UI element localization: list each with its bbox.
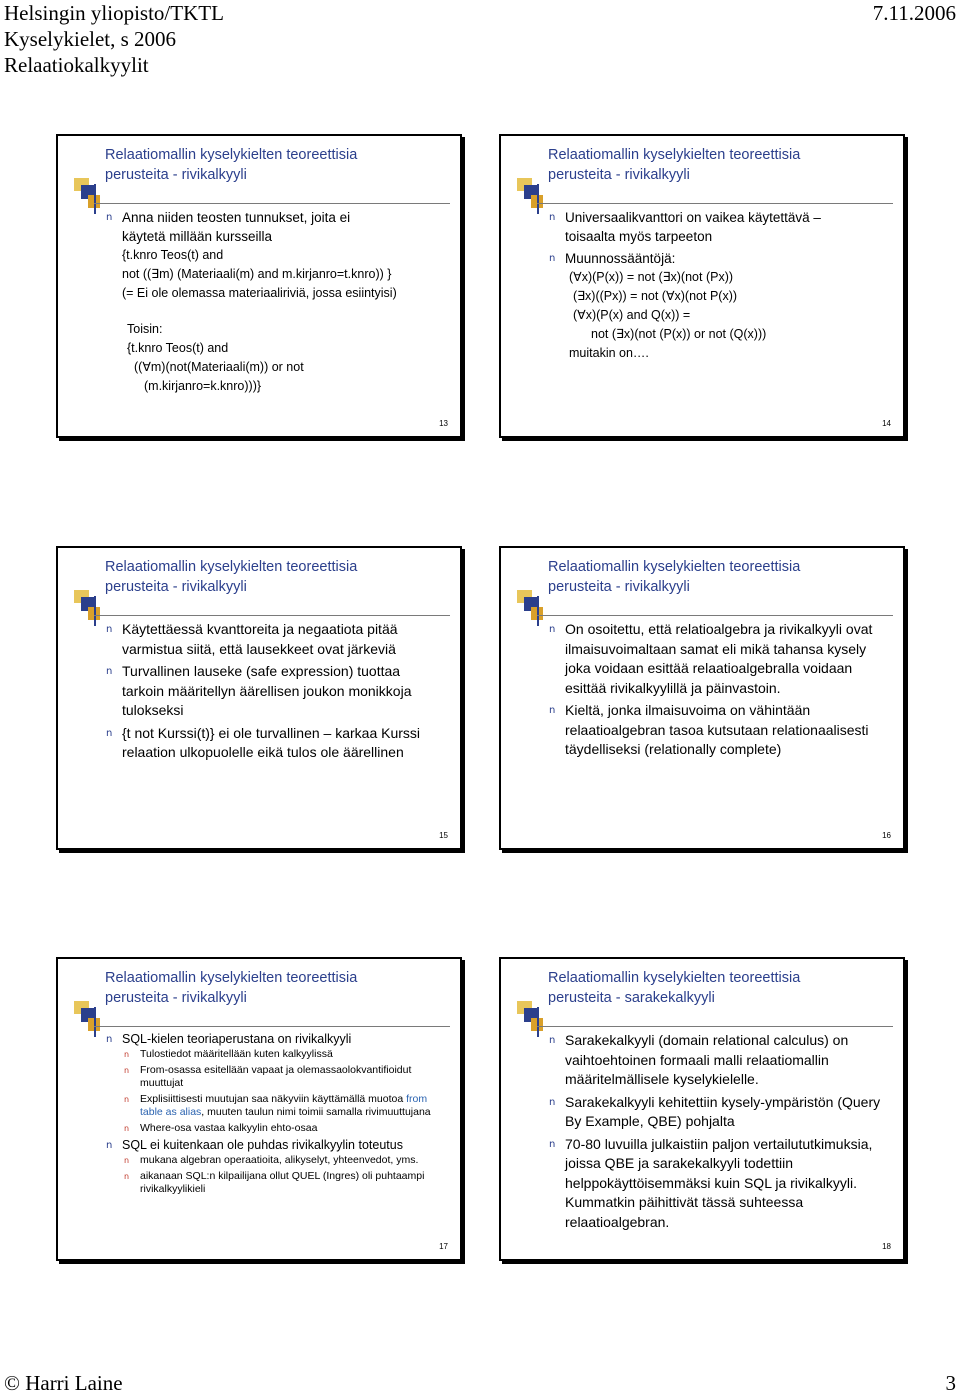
slide-number: 13 (439, 419, 448, 428)
bullet-item: n SQL-kielen teoriaperustana on rivikalkyyli (102, 1031, 448, 1048)
sub-bullet-item: n Where-osa vastaa kalkyylin ehto-osaa (102, 1122, 448, 1136)
bullet-item (545, 208, 889, 246)
slide-logo-decoration (74, 1001, 104, 1037)
text-line: muitakin on…. (569, 346, 649, 360)
title-divider (537, 203, 893, 204)
sub-bullet-item: n aikanaan SQL:n kilpailijana ollut QUEL (Ingres) oli puhtaampi rivikalkyylikieli (102, 1170, 448, 1197)
slide-title-line: Relaatiomallin kyselykielten teoreettisia (548, 559, 801, 575)
bullet-item (102, 208, 446, 246)
slide-15 (56, 546, 462, 850)
header-line-3: Relaatiokalkyylit (4, 53, 149, 77)
footer-author: © Harri Laine (4, 1371, 123, 1395)
title-divider (537, 1026, 893, 1027)
slide-17 (56, 957, 462, 1261)
slide-logo-decoration (74, 178, 104, 214)
sub-bullet-item: n Tulostiedot määritellään kuten kalkyylissä (102, 1048, 448, 1062)
slide-logo-decoration (517, 178, 547, 214)
footer-page-number: 3 (945, 1371, 956, 1395)
slide-title (548, 969, 888, 1008)
bullet-item: n SQL ei kuitenkaan ole puhdas rivikalkyylin toteutus (102, 1137, 448, 1154)
slide-title-line: Relaatiomallin kyselykielten teoreettisia (105, 559, 358, 575)
text-line: n Universaalikvanttori on vaikea käytettävä – (565, 210, 821, 225)
slide-number: 17 (439, 1242, 448, 1251)
text-span: , muuten taulun nimi toimii samalla rivimuuttujana (201, 1106, 431, 1118)
bullet-item: n On osoitettu, että relatioalgebra ja rivikalkyyli ovat ilmaisuvoimaltaan samat eli mikä tahansa kysely joka voidaan esittää relaatioalgebralla voidaan esittää rivikalkyylillä ja päinvastoin. (545, 620, 887, 698)
slide-logo-decoration (74, 590, 104, 626)
formula-comment: (= Ei ole olemassa materiaaliriviä, jossa esiintyisi) (122, 286, 397, 300)
formula-line: {t.knro Teos(t) and (127, 341, 229, 355)
bullet-item: n Sarakekalkyyli (domain relational calculus) on vaihtoehtoinen formaali malli relaatiomallin määritelmällisele kyselykielelle. (545, 1031, 891, 1090)
slide-body (545, 620, 887, 760)
text-line: käytetä millään kursseilla (122, 229, 273, 244)
slide-title-line: Relaatiomallin kyselykielten teoreettisia (105, 970, 358, 986)
title-divider (94, 203, 450, 204)
slide-title (105, 558, 445, 597)
bullet-item: n Käytettäessä kvanttoreita ja negaatiota pitää varmistua siitä, että lausekkeet ovat järkeviä (102, 620, 440, 659)
slide-title-line: perusteita - rivikalkyyli (105, 578, 247, 595)
slide-number: 14 (882, 419, 891, 428)
bullet-item (545, 249, 889, 268)
title-divider (537, 615, 893, 616)
bullet-item: n Kieltä, jonka ilmaisuvoima on vähintään relaatioalgebran tasoa kutsutaan relationaalisesti täydelliseksi (relationally complete) (545, 701, 887, 760)
slide-title (548, 146, 888, 185)
slide-title-line: perusteita - rivikalkyyli (105, 166, 247, 183)
slide-body (102, 208, 446, 396)
text-line: n Muunnossääntöjä: (565, 251, 676, 266)
slide-title-line: perusteita - sarakekalkyyli (548, 989, 715, 1006)
slide-body (545, 1031, 891, 1232)
slide-16 (499, 546, 905, 850)
text-line: Toisin: (127, 322, 163, 336)
slide-number: 15 (439, 831, 448, 840)
formula-line: {t.knro Teos(t) and (122, 248, 224, 262)
slide-body (102, 1031, 448, 1199)
formula-line: (m.kirjanro=k.knro)))} (144, 379, 262, 393)
slide-18 (499, 957, 905, 1261)
code-span: from table as alias (140, 1092, 428, 1118)
title-divider (94, 1026, 450, 1027)
text-line: toisaalta myös tarpeeton (565, 229, 713, 244)
bullet-item: n Turvallinen lauseke (safe expression) tuottaa tarkoin määritellyn äärellisen joukon monikkoja tulokseksi (102, 662, 440, 721)
header-line-1: Helsingin yliopisto/TKTL (4, 1, 224, 25)
bullet-item: n 70-80 luvuilla julkaistiin paljon vertailututkimuksia, joissa QBE ja sarakekalkyyli todettiin helppokäyttöisemmäksi kuin SQL ja rivikalkyyli. Kummatkin päihittivät tässä suhteessa relaatioalgebran. (545, 1135, 891, 1233)
bullet-item: n Sarakekalkyyli kehitettiin kysely-ympäristön (Query By Example, QBE) pohjalta (545, 1093, 891, 1132)
slide-number: 16 (882, 831, 891, 840)
slide-14 (499, 134, 905, 438)
text-span: Explisiittisesti muutujan saa näkyviin käyttämällä muotoa (140, 1092, 404, 1105)
slide-title-line: Relaatiomallin kyselykielten teoreettisia (548, 147, 801, 163)
slide-logo-decoration (517, 590, 547, 626)
formula-line: not (∃x)(not (P(x)) or not (Q(x))) (591, 327, 767, 341)
slide-body (102, 620, 440, 763)
text-line: n Anna niiden teosten tunnukset, joita ei (122, 210, 351, 225)
slide-title (105, 146, 445, 185)
slide-title-line: Relaatiomallin kyselykielten teoreettisia (548, 970, 801, 986)
slide-body (545, 208, 889, 363)
sub-bullet-item (102, 1093, 448, 1120)
slide-title-line: perusteita - rivikalkyyli (548, 166, 690, 183)
formula-line: not ((∃m) (Materiaali(m) and m.kirjanro=t.knro)) } (122, 267, 392, 281)
slide-title-line: perusteita - rivikalkyyli (548, 578, 690, 595)
slide-title-line: perusteita - rivikalkyyli (105, 989, 247, 1006)
slide-title (548, 558, 888, 597)
page-header-date: 7.11.2006 (872, 1, 956, 25)
header-line-2: Kyselykielet, s 2006 (4, 27, 177, 51)
formula-line: ((∀m)(not(Materiaali(m)) or not (134, 360, 304, 374)
slide-logo-decoration (517, 1001, 547, 1037)
bullet-item: n {t not Kurssi(t)} ei ole turvallinen – karkaa Kurssi relaation ulkopuolelle eikä tulos ole äärellinen (102, 724, 440, 763)
page-header-left (4, 0, 224, 78)
formula-line: (∃x)((Px)) = not (∀x)(not P(x)) (573, 289, 738, 303)
slide-title (105, 969, 445, 1008)
sub-bullet-item: n mukana algebran operaatioita, alikyselyt, yhteenvedot, yms. (102, 1154, 448, 1168)
title-divider (94, 615, 450, 616)
sub-bullet-item: n From-osassa esitellään vapaat ja olemassaolokvantifioidut muuttujat (102, 1064, 448, 1091)
formula-line: (∀x)(P(x) and Q(x)) = (573, 308, 691, 322)
slide-number: 18 (882, 1242, 891, 1251)
formula-line: (∀x)(P(x)) = not (∃x)(not (Px)) (569, 270, 734, 284)
slide-title-line: Relaatiomallin kyselykielten teoreettisia (105, 147, 358, 163)
slide-13 (56, 134, 462, 438)
